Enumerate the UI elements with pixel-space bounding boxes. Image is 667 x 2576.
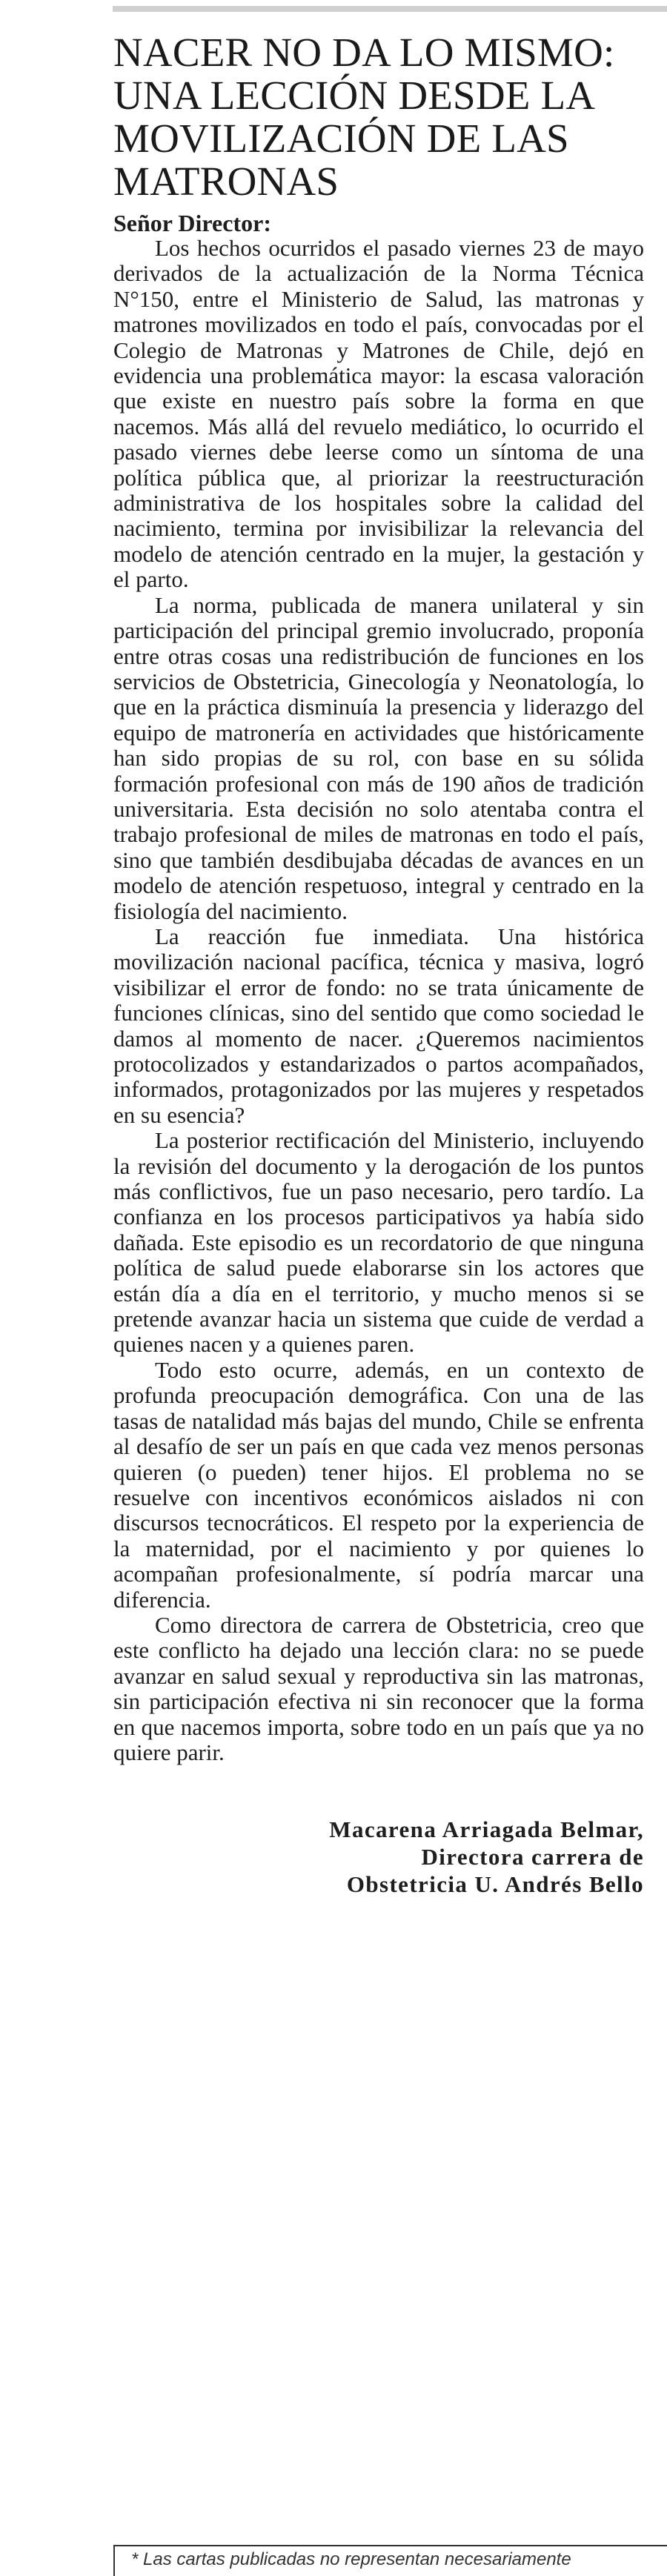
paragraph-5: Todo esto ocurre, además, en un contexto de profunda preocupación demográfica. Con una de las tasas de natalidad más bajas del mundo, Chile se enfrenta al desafío de ser un país en que cada vez menos personas quieren (o pueden) tener hijos. El problema no se resuelve con incentivos económicos aislados ni con discursos tecnocráticos. El respeto por la experiencia de la maternidad, por el nacimiento y por quienes lo acompañan profesionalmente, sí podría marcar una diferencia. — [113, 1356, 644, 1613]
paragraph-4: La posterior rectificación del Ministerio, incluyendo la revisión del documento y la derogación de los puntos más conflictivos, fue un paso necesario, pero tardío. La confianza en los procesos participativos ya había sido dañada. Este episodio es un recordatorio de que ninguna política de salud puede elaborarse sin los actores que están día a día en el territorio, y mucho menos si se pretende avanzar hacia un sistema que cuide de verdad a quienes nacen y a quienes paren. — [113, 1127, 644, 1358]
paragraph-3: La reacción fue inmediata. Una histórica movilización nacional pacífica, técnica y masiva, logró visibilizar el error de fondo: no se trata únicamente de funciones clínicas, sino del sentido que como sociedad le damos al momento de nacer. ¿Queremos nacimientos protocolizados y estandarizados o partos acompañados, informados, protagonizados por las mujeres y respetados en su esencia? — [113, 923, 644, 1128]
letter-body — [113, 236, 644, 1765]
top-rule — [113, 6, 667, 12]
paragraph-2: La norma, publicada de manera unilateral y sin participación del principal gremio involucrado, proponía entre otras cosas una redistribución de funciones en los servicios de Obstetricia, Ginecología y Neonatología, lo que en la práctica disminuía la presencia y liderazgo del equipo de matronería en actividades que históricamente han sido propias de su rol, con base en su sólida formación profesional con más de 190 años de tradición universitaria. Esta decisión no solo atentaba contra el trabajo profesional de miles de matronas en todo el país, sino que también desdibujaba décadas de avances en un modelo de atención respetuoso, integral y centrado en la fisiología del nacimiento. — [113, 591, 644, 924]
paragraph-1: Los hechos ocurridos el pasado viernes 23 de mayo derivados de la actualización de la Norma Técnica N°150, entre el Ministerio de Salud, las matronas y matrones movilizados en todo el país, convocadas por el Colegio de Matronas y Matrones de Chile, dejó en evidencia una problemática mayor: la escasa valoración que existe en nuestro país sobre la forma en que nacemos. Más allá del revuelo mediático, lo ocurrido el pasado viernes debe leerse como un síntoma de una política pública que, al priorizar la reestructuración administrativa de los hospitales sobre la calidad del nacimiento, termina por invisibilizar la relevancia del modelo de atención centrado en la mujer, la gestación y el parto. — [113, 235, 644, 593]
paragraph-6: Como directora de carrera de Obstetricia, creo que este conflicto ha dejado una lección clara: no se puede avanzar en salud sexual y reproductiva sin las matronas, sin participación efectiva ni sin reconocer que la forma en que nacemos importa, sobre todo en un país que ya no quiere parir. — [113, 1611, 644, 1765]
author-institution: Obstetricia U. Andrés Bello — [346, 1871, 644, 1898]
disclaimer-text: * Las cartas publicadas no representan necesariamente — [131, 2549, 571, 2569]
disclaimer-box — [113, 2545, 667, 2576]
letter-content — [113, 31, 644, 1898]
signature-block — [113, 1816, 644, 1898]
author-role: Directora carrera de — [421, 1844, 644, 1870]
letter-title: NACER NO DA LO MISMO: UNA LECCIÓN DESDE LA MOVILIZACIÓN DE LAS MATRONAS — [113, 30, 615, 204]
author-name: Macarena Arriagada Belmar, — [329, 1816, 644, 1843]
salutation: Señor Director: — [113, 210, 271, 236]
